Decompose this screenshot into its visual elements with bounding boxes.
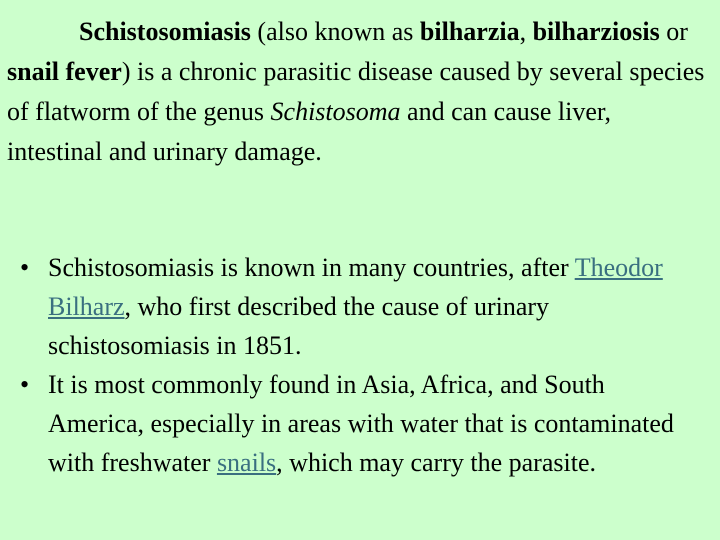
bullet-text: Schistosomiasis is known in many countries, after [48,253,575,282]
term-snail-fever: snail fever [7,57,122,86]
bullet-item [0,365,712,482]
intro-text: or [659,17,688,46]
term-schistosomiasis: Schistosomiasis [79,17,251,46]
bullet-marker: • [20,253,30,282]
bullet-list [0,248,712,482]
intro-text: and can cause liver, intestinal and urinary damage. [7,97,612,166]
intro-text: ) is a chronic parasitic disease caused by several species of flatworm of the genus [7,57,705,126]
genus-name: Schistosoma [270,97,401,126]
intro-text: , [519,17,533,46]
term-bilharzia: bilharzia [419,17,520,46]
bullet-text: , which may carry the parasite. [276,448,596,477]
bullet-marker: • [20,370,30,399]
bullet-text: It is most commonly found in Asia, Africa, and South America, especially in areas with water that is contaminated with freshwater [48,370,674,477]
intro-text: (also known as [250,17,420,46]
bullet-text: , who first described the cause of urinary schistosomiasis in 1851. [48,292,550,360]
bullet-item [0,248,712,365]
term-bilharziosis: bilharziosis [532,17,660,46]
link-theodor-bilharz[interactable]: Theodor Bilharz [48,253,663,321]
intro-paragraph [7,12,707,172]
link-snails[interactable]: snails [216,448,277,477]
